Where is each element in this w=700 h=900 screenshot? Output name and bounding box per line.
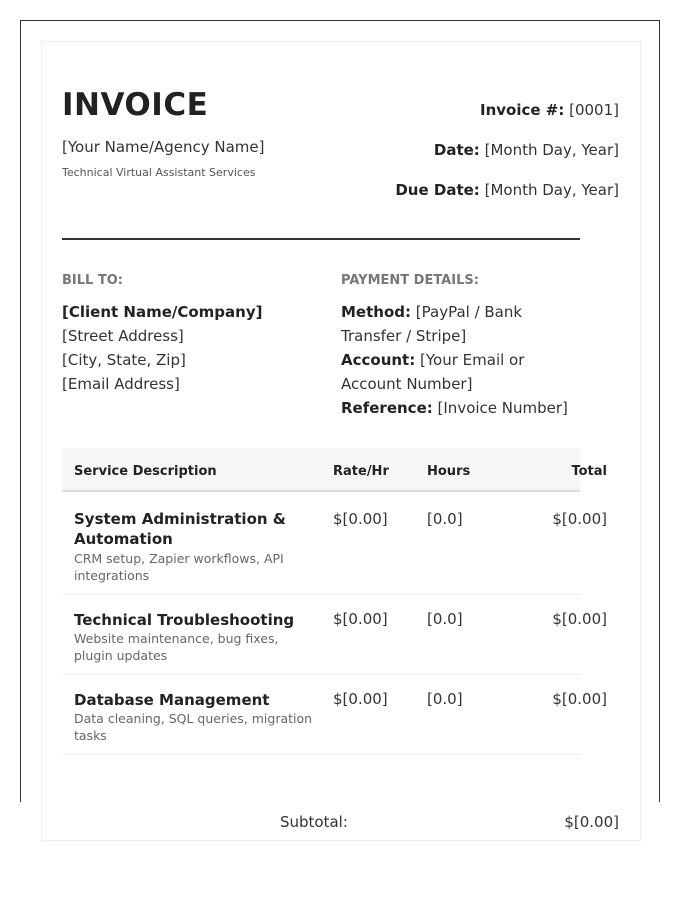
client-name: [Client Name/Company] bbox=[62, 303, 263, 321]
service-rate: $[0.00] bbox=[333, 690, 388, 708]
invoice-title: INVOICE bbox=[62, 87, 209, 123]
service-hours: [0.0] bbox=[427, 690, 463, 708]
client-street: [Street Address] bbox=[62, 327, 184, 345]
invoice-date-label: Date: bbox=[433, 141, 480, 159]
payment-reference-value: [Invoice Number] bbox=[437, 399, 568, 417]
service-name: System Administration & Automation bbox=[74, 510, 286, 548]
invoice-number-value: [0001] bbox=[569, 101, 619, 119]
client-email: [Email Address] bbox=[62, 375, 180, 393]
header-rate: Rate/Hr bbox=[333, 464, 389, 479]
service-hours: [0.0] bbox=[427, 610, 463, 628]
page-frame bbox=[20, 20, 660, 831]
service-name: Technical Troubleshooting bbox=[74, 611, 295, 629]
row-divider bbox=[62, 594, 580, 595]
header-hours: Hours bbox=[427, 464, 471, 479]
header-divider bbox=[62, 238, 580, 240]
service-total: $[0.00] bbox=[552, 510, 607, 528]
subtotal-label: Subtotal: bbox=[280, 813, 348, 831]
row-divider bbox=[62, 674, 580, 675]
header-total: Total bbox=[571, 464, 607, 479]
invoice-number-label: Invoice #: bbox=[479, 101, 565, 119]
service-rate: $[0.00] bbox=[333, 510, 388, 528]
payment-account bbox=[341, 348, 586, 396]
due-date-label: Due Date: bbox=[395, 181, 480, 199]
invoice-date-value: [Month Day, Year] bbox=[484, 141, 619, 159]
bill-to-label: BILL TO: bbox=[62, 273, 123, 288]
service-description: Website maintenance, bug fixes, plugin updates bbox=[74, 631, 279, 663]
payment-reference bbox=[341, 396, 586, 420]
payment-account-label: Account: bbox=[341, 351, 416, 369]
invoice-date bbox=[434, 141, 619, 159]
invoice-number bbox=[480, 101, 619, 119]
payment-method-value: [PayPal / Bank Transfer / Stripe] bbox=[341, 303, 523, 345]
service-total: $[0.00] bbox=[552, 610, 607, 628]
service-description: CRM setup, Zapier workflows, API integrations bbox=[74, 551, 284, 583]
service-description: Data cleaning, SQL queries, migration tasks bbox=[74, 711, 313, 743]
agency-tagline: Technical Virtual Assistant Services bbox=[62, 166, 256, 179]
subtotal-value: $[0.00] bbox=[564, 813, 619, 831]
agency-name: [Your Name/Agency Name] bbox=[62, 138, 265, 156]
row-divider bbox=[62, 754, 580, 755]
service-name: Database Management bbox=[74, 691, 270, 709]
client-city: [City, State, Zip] bbox=[62, 351, 186, 369]
due-date-value: [Month Day, Year] bbox=[484, 181, 619, 199]
bill-to-block bbox=[62, 300, 262, 396]
payment-method bbox=[341, 300, 586, 348]
payment-method-label: Method: bbox=[341, 303, 411, 321]
service-rate: $[0.00] bbox=[333, 610, 388, 628]
payment-details-label: PAYMENT DETAILS: bbox=[341, 273, 479, 288]
service-total: $[0.00] bbox=[552, 690, 607, 708]
payment-details-block bbox=[341, 300, 586, 420]
header-service-description: Service Description bbox=[74, 464, 217, 479]
invoice-due-date bbox=[395, 181, 619, 199]
service-hours: [0.0] bbox=[427, 510, 463, 528]
payment-reference-label: Reference: bbox=[341, 399, 433, 417]
payment-account-value: [Your Email or Account Number] bbox=[341, 351, 525, 393]
